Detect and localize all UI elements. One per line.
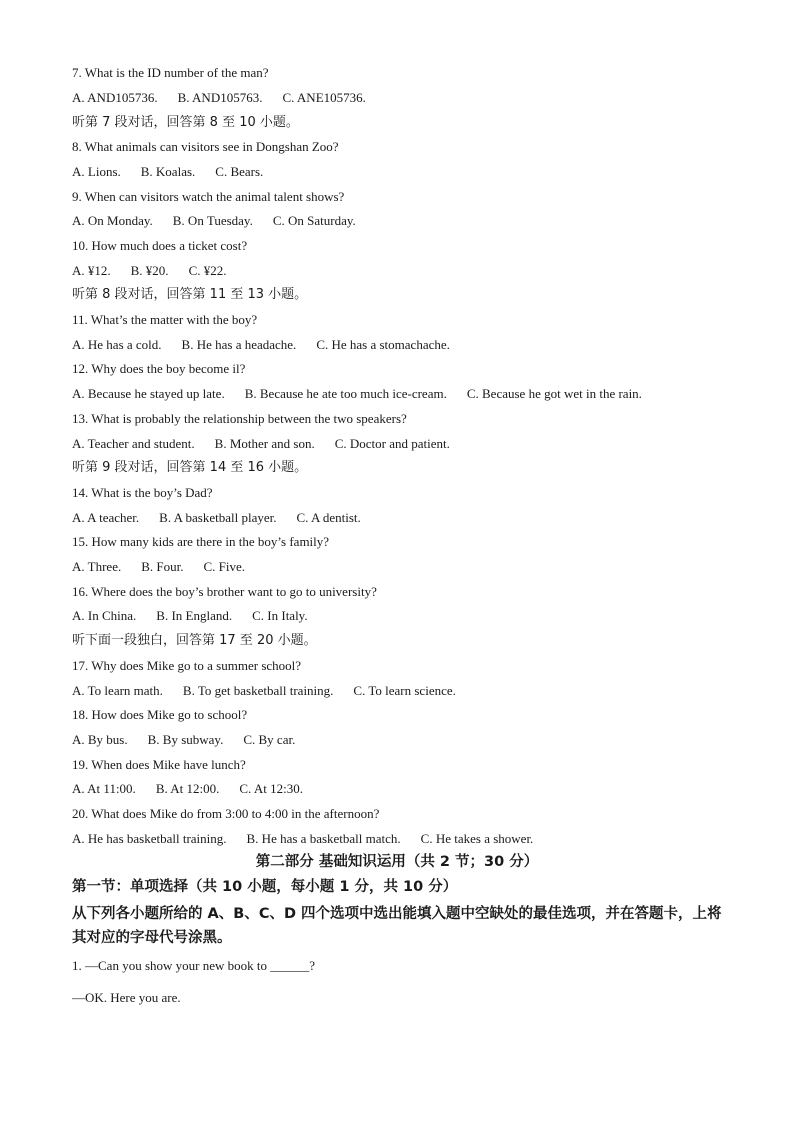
option-b: B. A basketball player. — [159, 510, 277, 525]
option-c: C. He has a stomachache. — [316, 337, 450, 352]
option-a: A. ¥12. — [72, 263, 111, 278]
question-20-options — [72, 830, 734, 848]
option-c: C. By car. — [243, 732, 296, 747]
grammar-question-1-reply: —OK. Here you are. — [72, 990, 181, 1005]
option-a: A. A teacher. — [72, 510, 140, 525]
question-stem: 9. When can visitors watch the animal talent shows? — [72, 189, 345, 204]
option-a: A. By bus. — [72, 732, 128, 747]
instruction-text: 从下列各小题所给的 A、B、C、D 四个选项中选出能填入题中空缺处的最佳选项，并在答题卡，上将其对应的字母代号涂黑。 — [72, 906, 722, 946]
question-8-options — [72, 163, 734, 181]
option-b: B. By subway. — [147, 732, 224, 747]
question-13-options — [72, 435, 734, 453]
option-b: B. At 12:00. — [155, 781, 220, 796]
option-c: C. To learn science. — [353, 683, 456, 698]
question-10-options — [72, 262, 734, 280]
option-b: B. In England. — [156, 608, 233, 623]
question-8 — [72, 138, 734, 156]
option-a: A. He has a cold. — [72, 337, 162, 352]
question-19-options — [72, 780, 734, 798]
option-c: C. Because he got wet in the rain. — [466, 386, 642, 401]
section-heading: 听第 8 段对话，回答第 11 至 13 小题。 — [72, 287, 308, 302]
question-9-options — [72, 212, 734, 230]
option-a: A. Because he stayed up late. — [72, 386, 225, 401]
option-b: B. He has a basketball match. — [246, 831, 401, 846]
section-title: 第一节：单项选择（共 10 小题，每小题 1 分，共 10 分） — [72, 879, 458, 895]
option-a: A. In China. — [72, 608, 137, 623]
question-12-options — [72, 385, 734, 403]
option-a: A. Lions. — [72, 164, 121, 179]
option-b: B. He has a headache. — [181, 337, 297, 352]
question-14-options — [72, 509, 734, 527]
option-c: C. He takes a shower. — [420, 831, 534, 846]
question-stem: 19. When does Mike have lunch? — [72, 757, 246, 772]
question-16-options — [72, 607, 734, 625]
question-7 — [72, 64, 734, 82]
option-b: B. AND105763. — [177, 90, 263, 105]
option-b: B. Koalas. — [140, 164, 196, 179]
question-12 — [72, 360, 734, 378]
question-stem: 17. Why does Mike go to a summer school? — [72, 658, 302, 673]
question-9 — [72, 188, 734, 206]
question-stem: 7. What is the ID number of the man? — [72, 65, 269, 80]
option-a: A. He has basketball training. — [72, 831, 227, 846]
grammar-question-1: 1. —Can you show your new book to ______? — [72, 958, 316, 973]
question-stem: 13. What is probably the relationship between the two speakers? — [72, 411, 407, 426]
option-c: C. On Saturday. — [272, 213, 356, 228]
section-heading: 听下面一段独白，回答第 17 至 20 小题。 — [72, 633, 317, 648]
question-stem: 14. What is the boy’s Dad? — [72, 485, 213, 500]
option-b: B. Mother and son. — [214, 436, 315, 451]
option-b: B. ¥20. — [130, 263, 169, 278]
question-18 — [72, 706, 734, 724]
option-c: C. Bears. — [215, 164, 264, 179]
question-stem: 10. How much does a ticket cost? — [72, 238, 248, 253]
question-15-options — [72, 558, 734, 576]
section-heading: 听第 9 段对话，回答第 14 至 16 小题。 — [72, 460, 308, 475]
section-heading: 听第 7 段对话，回答第 8 至 10 小题。 — [72, 115, 299, 130]
question-stem: 15. How many kids are there in the boy’s family? — [72, 534, 330, 549]
question-stem: 8. What animals can visitors see in Dongshan Zoo? — [72, 139, 339, 154]
question-7-options — [72, 89, 734, 107]
option-a: A. Three. — [72, 559, 122, 574]
question-20 — [72, 805, 734, 823]
question-stem: 16. Where does the boy’s brother want to go to university? — [72, 584, 377, 599]
option-c: C. At 12:30. — [239, 781, 303, 796]
option-b: B. On Tuesday. — [172, 213, 253, 228]
option-b: B. Four. — [141, 559, 184, 574]
option-a: A. To learn math. — [72, 683, 163, 698]
question-11 — [72, 311, 734, 329]
part-title: 第二部分 基础知识运用（共 2 节；30 分） — [255, 854, 539, 870]
question-stem: 12. Why does the boy become il? — [72, 361, 246, 376]
option-a: A. At 11:00. — [72, 781, 136, 796]
question-18-options — [72, 731, 734, 749]
option-c: C. A dentist. — [296, 510, 361, 525]
option-c: C. In Italy. — [252, 608, 308, 623]
question-14 — [72, 484, 734, 502]
option-b: B. Because he ate too much ice-cream. — [244, 386, 447, 401]
question-13 — [72, 410, 734, 428]
question-17 — [72, 657, 734, 675]
question-16 — [72, 583, 734, 601]
option-c: C. ANE105736. — [282, 90, 366, 105]
question-11-options — [72, 336, 734, 354]
option-b: B. To get basketball training. — [182, 683, 334, 698]
option-c: C. ¥22. — [188, 263, 227, 278]
question-15 — [72, 533, 734, 551]
option-c: C. Doctor and patient. — [334, 436, 450, 451]
question-10 — [72, 237, 734, 255]
option-a: A. On Monday. — [72, 213, 153, 228]
option-a: A. AND105736. — [72, 90, 158, 105]
option-a: A. Teacher and student. — [72, 436, 195, 451]
option-c: C. Five. — [203, 559, 246, 574]
question-stem: 18. How does Mike go to school? — [72, 707, 248, 722]
question-stem: 11. What’s the matter with the boy? — [72, 312, 258, 327]
question-19 — [72, 756, 734, 774]
question-stem: 20. What does Mike do from 3:00 to 4:00 in the afternoon? — [72, 806, 380, 821]
question-17-options — [72, 682, 734, 700]
